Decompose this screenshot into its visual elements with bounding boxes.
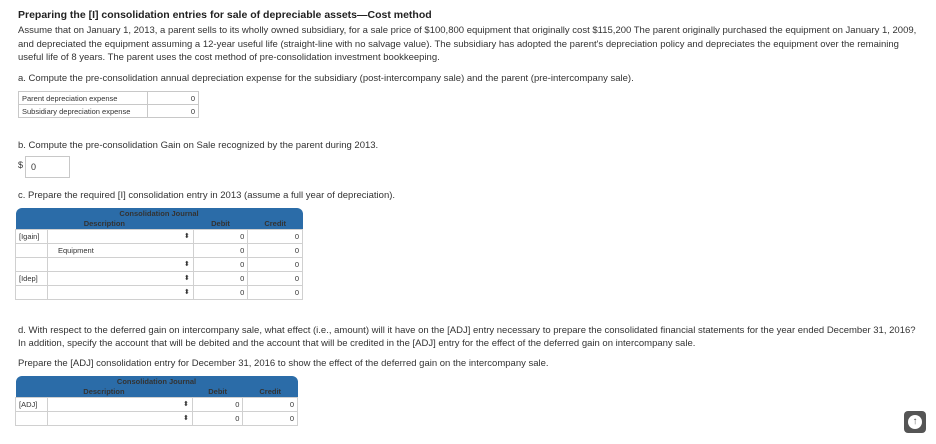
problem-intro: Assume that on January 1, 2013, a parent sells to its wholly owned subsidiary, for a sale price of $100,800 equipment that originally cost $115,200 The parent originally purchased the equipment on January 1, 2009, and depreciated the equipment assuming a 12-year useful life (straight-line with no salvage value). The subsidiary has adopted the parent's depreciation policy and depreciates the equipment over the remaining useful life of 8 years. The parent uses the cost method of pre-consolidation investment bookkeeping. [18, 25, 917, 63]
account-field[interactable]: Equipment [47, 244, 193, 258]
table-row [16, 286, 303, 300]
col-description: Description [16, 386, 193, 398]
up-down-arrow-icon: ⬍ [182, 401, 189, 408]
depreciation-table [18, 91, 199, 118]
col-credit: Credit [243, 386, 298, 398]
part-b-question: b. Compute the pre-consolidation Gain on Sale recognized by the parent during 2013. [18, 140, 379, 151]
debit-input[interactable]: 0 [193, 272, 248, 286]
parent-depreciation-label: Parent depreciation expense [19, 92, 148, 105]
account-select[interactable] [47, 412, 192, 426]
table-row [19, 105, 199, 118]
up-down-arrow-icon: ⬍ [182, 415, 189, 422]
consolidation-journal-c [15, 208, 303, 300]
debit-input[interactable]: 0 [193, 258, 248, 272]
debit-input[interactable]: 0 [192, 412, 243, 426]
credit-input[interactable]: 0 [248, 286, 303, 300]
table-row [16, 258, 303, 272]
col-credit: Credit [248, 218, 303, 230]
account-select[interactable] [47, 230, 193, 244]
table-row [16, 412, 298, 426]
subsidiary-depreciation-input[interactable]: 0 [148, 105, 199, 118]
consolidation-journal-d [15, 376, 298, 426]
col-description: Description [16, 218, 194, 230]
entry-label: [Igain] [16, 230, 48, 244]
credit-input[interactable]: 0 [248, 230, 303, 244]
table-row [16, 230, 303, 244]
journal-title: Consolidation Journal [16, 376, 298, 386]
col-debit: Debit [193, 218, 248, 230]
entry-label [16, 258, 48, 272]
entry-label: [Idep] [16, 272, 48, 286]
table-row [16, 398, 298, 412]
part-c-question: c. Prepare the required [I] consolidation entry in 2013 (assume a full year of depreciation). [18, 190, 396, 201]
debit-input[interactable]: 0 [193, 244, 248, 258]
up-down-arrow-icon: ⬍ [183, 233, 190, 240]
credit-input[interactable]: 0 [248, 272, 303, 286]
part-a-question: a. Compute the pre-consolidation annual depreciation expense for the subsidiary (post-intercompany sale) and the parent (pre-intercompany sale). [18, 73, 634, 84]
credit-input[interactable]: 0 [248, 244, 303, 258]
credit-input[interactable]: 0 [243, 412, 298, 426]
entry-label [16, 412, 48, 426]
table-row [16, 272, 303, 286]
up-down-arrow-icon: ⬍ [183, 275, 190, 282]
arrow-up-circle-icon: ↑ [908, 415, 922, 429]
credit-input[interactable]: 0 [243, 398, 298, 412]
debit-input[interactable]: 0 [192, 398, 243, 412]
account-select[interactable] [47, 272, 193, 286]
entry-label: [ADJ] [16, 398, 48, 412]
debit-input[interactable]: 0 [193, 230, 248, 244]
part-d-question: d. With respect to the deferred gain on intercompany sale, what effect (i.e., amount) will it have on the [ADJ] entry necessary to prepare the consolidated financial statements for the year ended December 31, 2016? In addition, specify the account that will be debited and the account that will be credited in the [ADJ] entry for the effect of the deferred gain on intercompany sale. [18, 325, 916, 349]
gain-on-sale-input[interactable]: 0 [25, 156, 70, 178]
account-select[interactable] [47, 398, 192, 412]
col-debit: Debit [192, 386, 243, 398]
credit-input[interactable]: 0 [248, 258, 303, 272]
parent-depreciation-input[interactable]: 0 [148, 92, 199, 105]
journal-title: Consolidation Journal [16, 208, 303, 218]
account-select[interactable] [47, 258, 193, 272]
subsidiary-depreciation-label: Subsidiary depreciation expense [19, 105, 148, 118]
table-row [19, 92, 199, 105]
table-row [16, 244, 303, 258]
account-select[interactable] [47, 286, 193, 300]
entry-label [16, 244, 48, 258]
currency-symbol: $ [18, 160, 24, 170]
page-title: Preparing the [I] consolidation entries for sale of depreciable assets—Cost method [18, 9, 432, 21]
debit-input[interactable]: 0 [193, 286, 248, 300]
part-d-instruction: Prepare the [ADJ] consolidation entry for December 31, 2016 to show the effect of the deferred gain on the intercompany sale. [18, 358, 549, 369]
scroll-top-button[interactable] [904, 411, 926, 433]
entry-label [16, 286, 48, 300]
up-down-arrow-icon: ⬍ [183, 261, 190, 268]
up-down-arrow-icon: ⬍ [183, 289, 190, 296]
